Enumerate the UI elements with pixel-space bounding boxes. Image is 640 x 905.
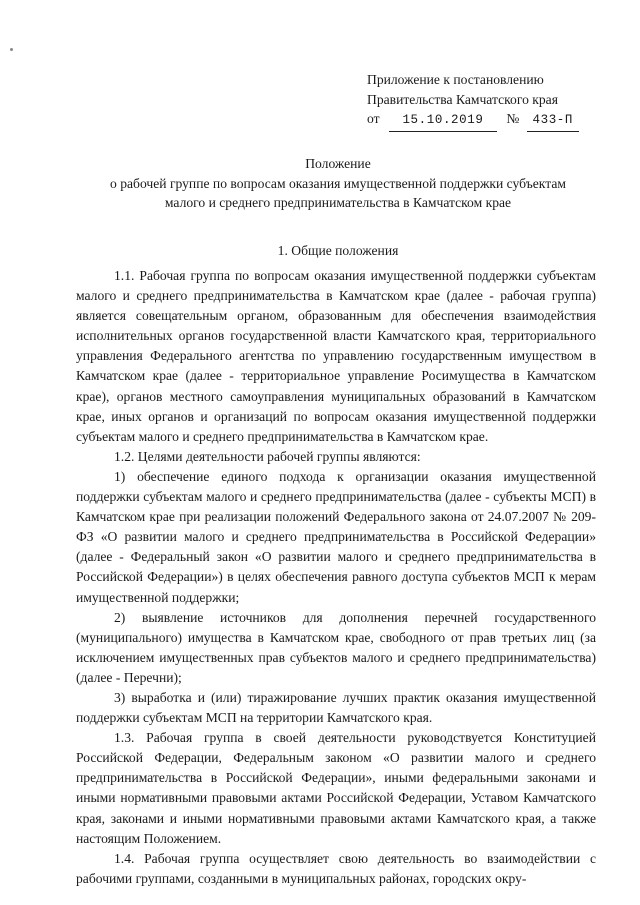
- resolution-date: 15.10.2019: [389, 111, 497, 132]
- document-body: [76, 266, 596, 889]
- title-line-2: о рабочей группе по вопросам оказания имущественной поддержки субъектам: [110, 175, 566, 191]
- paragraph: 1.3. Рабочая группа в своей деятельности руководствуется Конституцией Российской Федерации, Федеральным законом «О развитии малого и среднего предпринимательства в Российской Федерации», иными федеральными законами и иными нормативными правовыми актами Российской Федерации, Уставом Камчатского края, законами и иными нормативными правовыми актами Камчатского края, а также настоящим Положением.: [76, 730, 596, 846]
- document-title: [58, 154, 618, 213]
- appendix-line-1: Приложение к постановлению: [367, 72, 544, 87]
- scan-dot-mark: [10, 48, 13, 51]
- paragraph: 1.2. Целями деятельности рабочей группы являются:: [114, 448, 421, 464]
- paragraph: 1) обеспечение единого подхода к организации оказания имущественной поддержки субъектам малого и среднего предпринимательства (далее - субъекты МСП) в Камчатском крае при реализации положений Федерального закона от 24.07.2007 № 209-ФЗ «О развитии малого и среднего предпринимательства в Российской Федерации» (далее - Федеральный закон «О развитии малого и среднего предпринимательства в Российской Федерации») в целях обеспечения равного доступа субъектов МСП к мерам имущественной поддержки;: [76, 468, 596, 605]
- number-label: №: [506, 111, 520, 126]
- paragraph: 1.4. Рабочая группа осуществляет свою деятельность во взаимодействии с рабочими группами, созданными в муниципальных районах, городских окру-: [76, 850, 596, 886]
- title-line-3: малого и среднего предпринимательства в Камчатском крае: [164, 195, 512, 210]
- appendix-header: [367, 70, 607, 132]
- title-line-1: Положение: [305, 156, 371, 171]
- paragraph: 1.1. Рабочая группа по вопросам оказания имущественной поддержки субъектам малого и среднего предпринимательства в Камчатском крае (далее - рабочая группа) является совещательным органом, образованным для обеспечения взаимодействия исполнительных органов государственной власти Камчатского края, территориального управления Федерального агентства по управлению государственным имуществом в Камчатском крае (далее - территориальное управление Росимущества в Камчатском крае), органов местного самоуправления муниципальных образований в Камчатском крае, иных органов и организаций по вопросам оказания имущественной поддержки субъектам малого и среднего предпринимательства в Камчатском крае.: [76, 268, 596, 444]
- appendix-date-row: [367, 109, 607, 132]
- paragraph: 2) выявление источников для дополнения перечней государственного (муниципального) имущества в Камчатском крае, свободного от прав третьих лиц (за исключением имущественных прав субъектов малого и среднего предпринимательства) (далее - Перечни);: [76, 609, 596, 685]
- paragraph: 3) выработка и (или) тиражирование лучших практик оказания имущественной поддержки субъектам МСП на территории Камчатского края.: [76, 689, 596, 726]
- appendix-line-2: Правительства Камчатского края: [367, 91, 558, 107]
- resolution-number: 433-П: [527, 111, 579, 132]
- from-label: от: [367, 111, 380, 126]
- section-heading: 1. Общие положения: [277, 243, 399, 258]
